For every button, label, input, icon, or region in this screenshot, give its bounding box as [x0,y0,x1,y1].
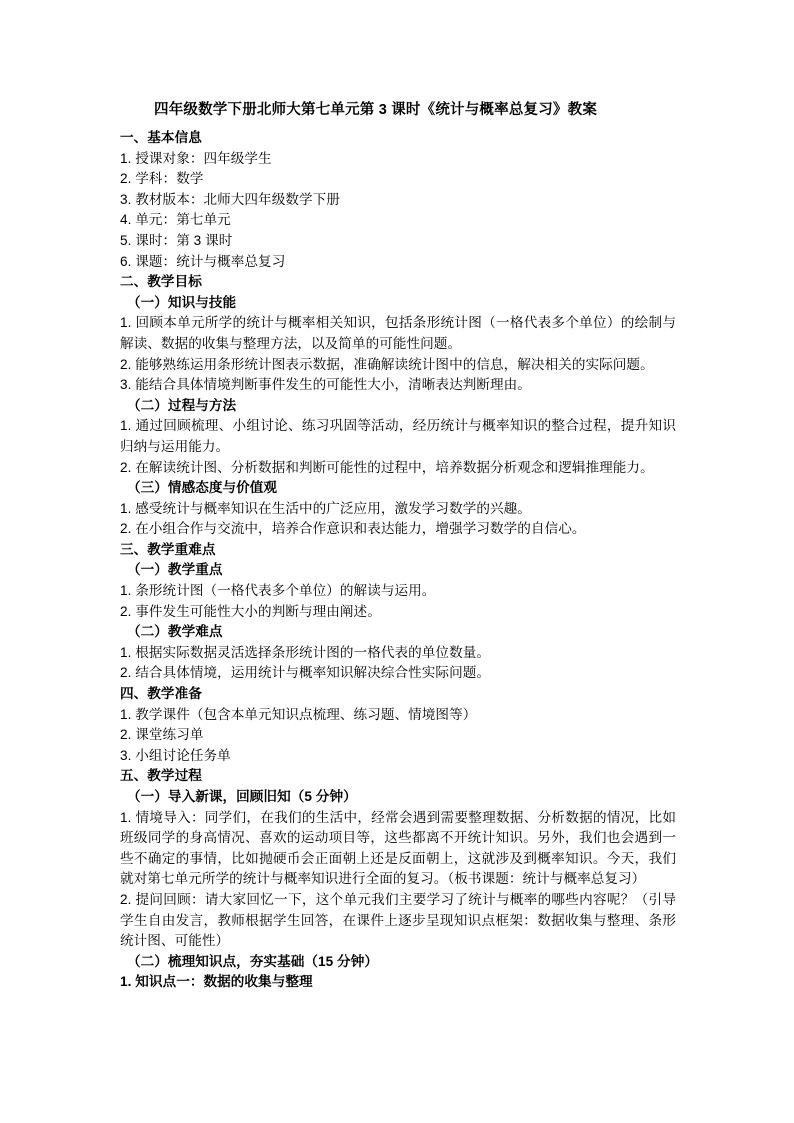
document-title: 四年级数学下册北师大第七单元第 3 课时《统计与概率总复习》教案 [154,102,598,118]
subsection-heading: （二）梳理知识点，夯实基础（15 分钟） [127,953,378,969]
subsection-heading: （一）教学重点 [127,562,223,578]
body-paragraph: 2. 能够熟练运用条形统计图表示数据，准确解读统计图中的信息，解决相关的实际问题。 [120,356,654,372]
body-paragraph: 1. 根据实际数据灵活选择条形统计图的一格代表的单位数量。 [120,644,490,660]
subsection-heading: （一）知识与技能 [127,294,237,310]
body-paragraph: 2. 在解读统计图、分析数据和判断可能性的过程中，培养数据分析观念和逻辑推理能力。 [120,459,654,475]
body-paragraph: 2. 事件发生可能性大小的判断与理由阐述。 [120,603,381,619]
body-paragraph: 1. 回顾本单元所学的统计与概率相关知识，包括条形统计图（一格代表多个单位）的绘制与解读、数据的收集与整理方法，以及简单的可能性问题。 [120,315,676,351]
document-section [120,766,676,993]
body-paragraph: 2. 学科：数学 [120,171,204,187]
subsection-heading: （三）情感态度与价值观 [127,480,278,496]
body-paragraph: 3. 教材版本：北师大四年级数学下册 [120,191,340,207]
subsection-heading: （二）教学难点 [127,624,223,640]
body-paragraph: 1. 授课对象：四年级学生 [120,150,272,166]
section-heading: 五、教学过程 [120,768,202,784]
knowledge-point-heading: 1. 知识点一：数据的收集与整理 [120,974,313,990]
document-section [120,272,676,540]
body-paragraph: 2. 在小组合作与交流中，培养合作意识和表达能力，增强学习数学的自信心。 [120,521,586,537]
body-paragraph: 2. 结合具体情境，运用统计与概率知识解决综合性实际问题。 [120,665,490,681]
document-section [120,128,676,272]
body-paragraph: 6. 课题：统计与概率总复习 [120,253,286,269]
section-heading: 四、教学准备 [120,686,202,702]
body-paragraph: 5. 课时：第 3 课时 [120,232,233,248]
body-paragraph: 1. 情境导入：同学们，在我们的生活中，经常会遇到需要整理数据、分析数据的情况，比如班级同学的身高情况、喜欢的运动项目等，这些都离不开统计知识。另外，我们也会遇到一些不确定的事情，比如抛硬币会正面朝上还是反面朝上，这就涉及到概率知识。今天，我们就对第七单元所学的统计与概率知识进行全面的复习。（板书课题：统计与概率总复习） [120,809,676,887]
section-heading: 三、教学重难点 [120,541,216,557]
section-heading: 一、基本信息 [120,130,202,145]
body-paragraph: 1. 条形统计图（一格代表多个单位）的解读与运用。 [120,583,436,599]
document-body [120,128,676,993]
document-section [120,540,676,684]
document-section [120,684,676,766]
body-paragraph: 3. 能结合具体情境判断事件发生的可能性大小，清晰表达判断理由。 [120,377,531,393]
subsection-heading: （一）导入新课，回顾旧知（5 分钟） [127,789,357,804]
body-paragraph: 2. 提问回顾：请大家回忆一下，这个单元我们主要学习了统计与概率的哪些内容呢？（引导学生自由发言，教师根据学生回答，在课件上逐步呈现知识点框架：数据收集与整理、条形统计图、可能性） [120,891,676,949]
body-paragraph: 1. 通过回顾梳理、小组讨论、练习巩固等活动，经历统计与概率知识的整合过程，提升知识归纳与运用能力。 [120,418,676,454]
body-paragraph: 2. 课堂练习单 [120,727,204,743]
section-heading: 二、教学目标 [120,274,202,290]
subsection-heading: （二）过程与方法 [127,397,237,413]
body-paragraph: 4. 单元：第七单元 [120,212,231,228]
body-paragraph: 1. 教学课件（包含本单元知识点梳理、练习题、情境图等） [120,706,477,722]
body-paragraph: 3. 小组讨论任务单 [120,747,231,763]
body-paragraph: 1. 感受统计与概率知识在生活中的广泛应用，激发学习数学的兴趣。 [120,500,531,516]
